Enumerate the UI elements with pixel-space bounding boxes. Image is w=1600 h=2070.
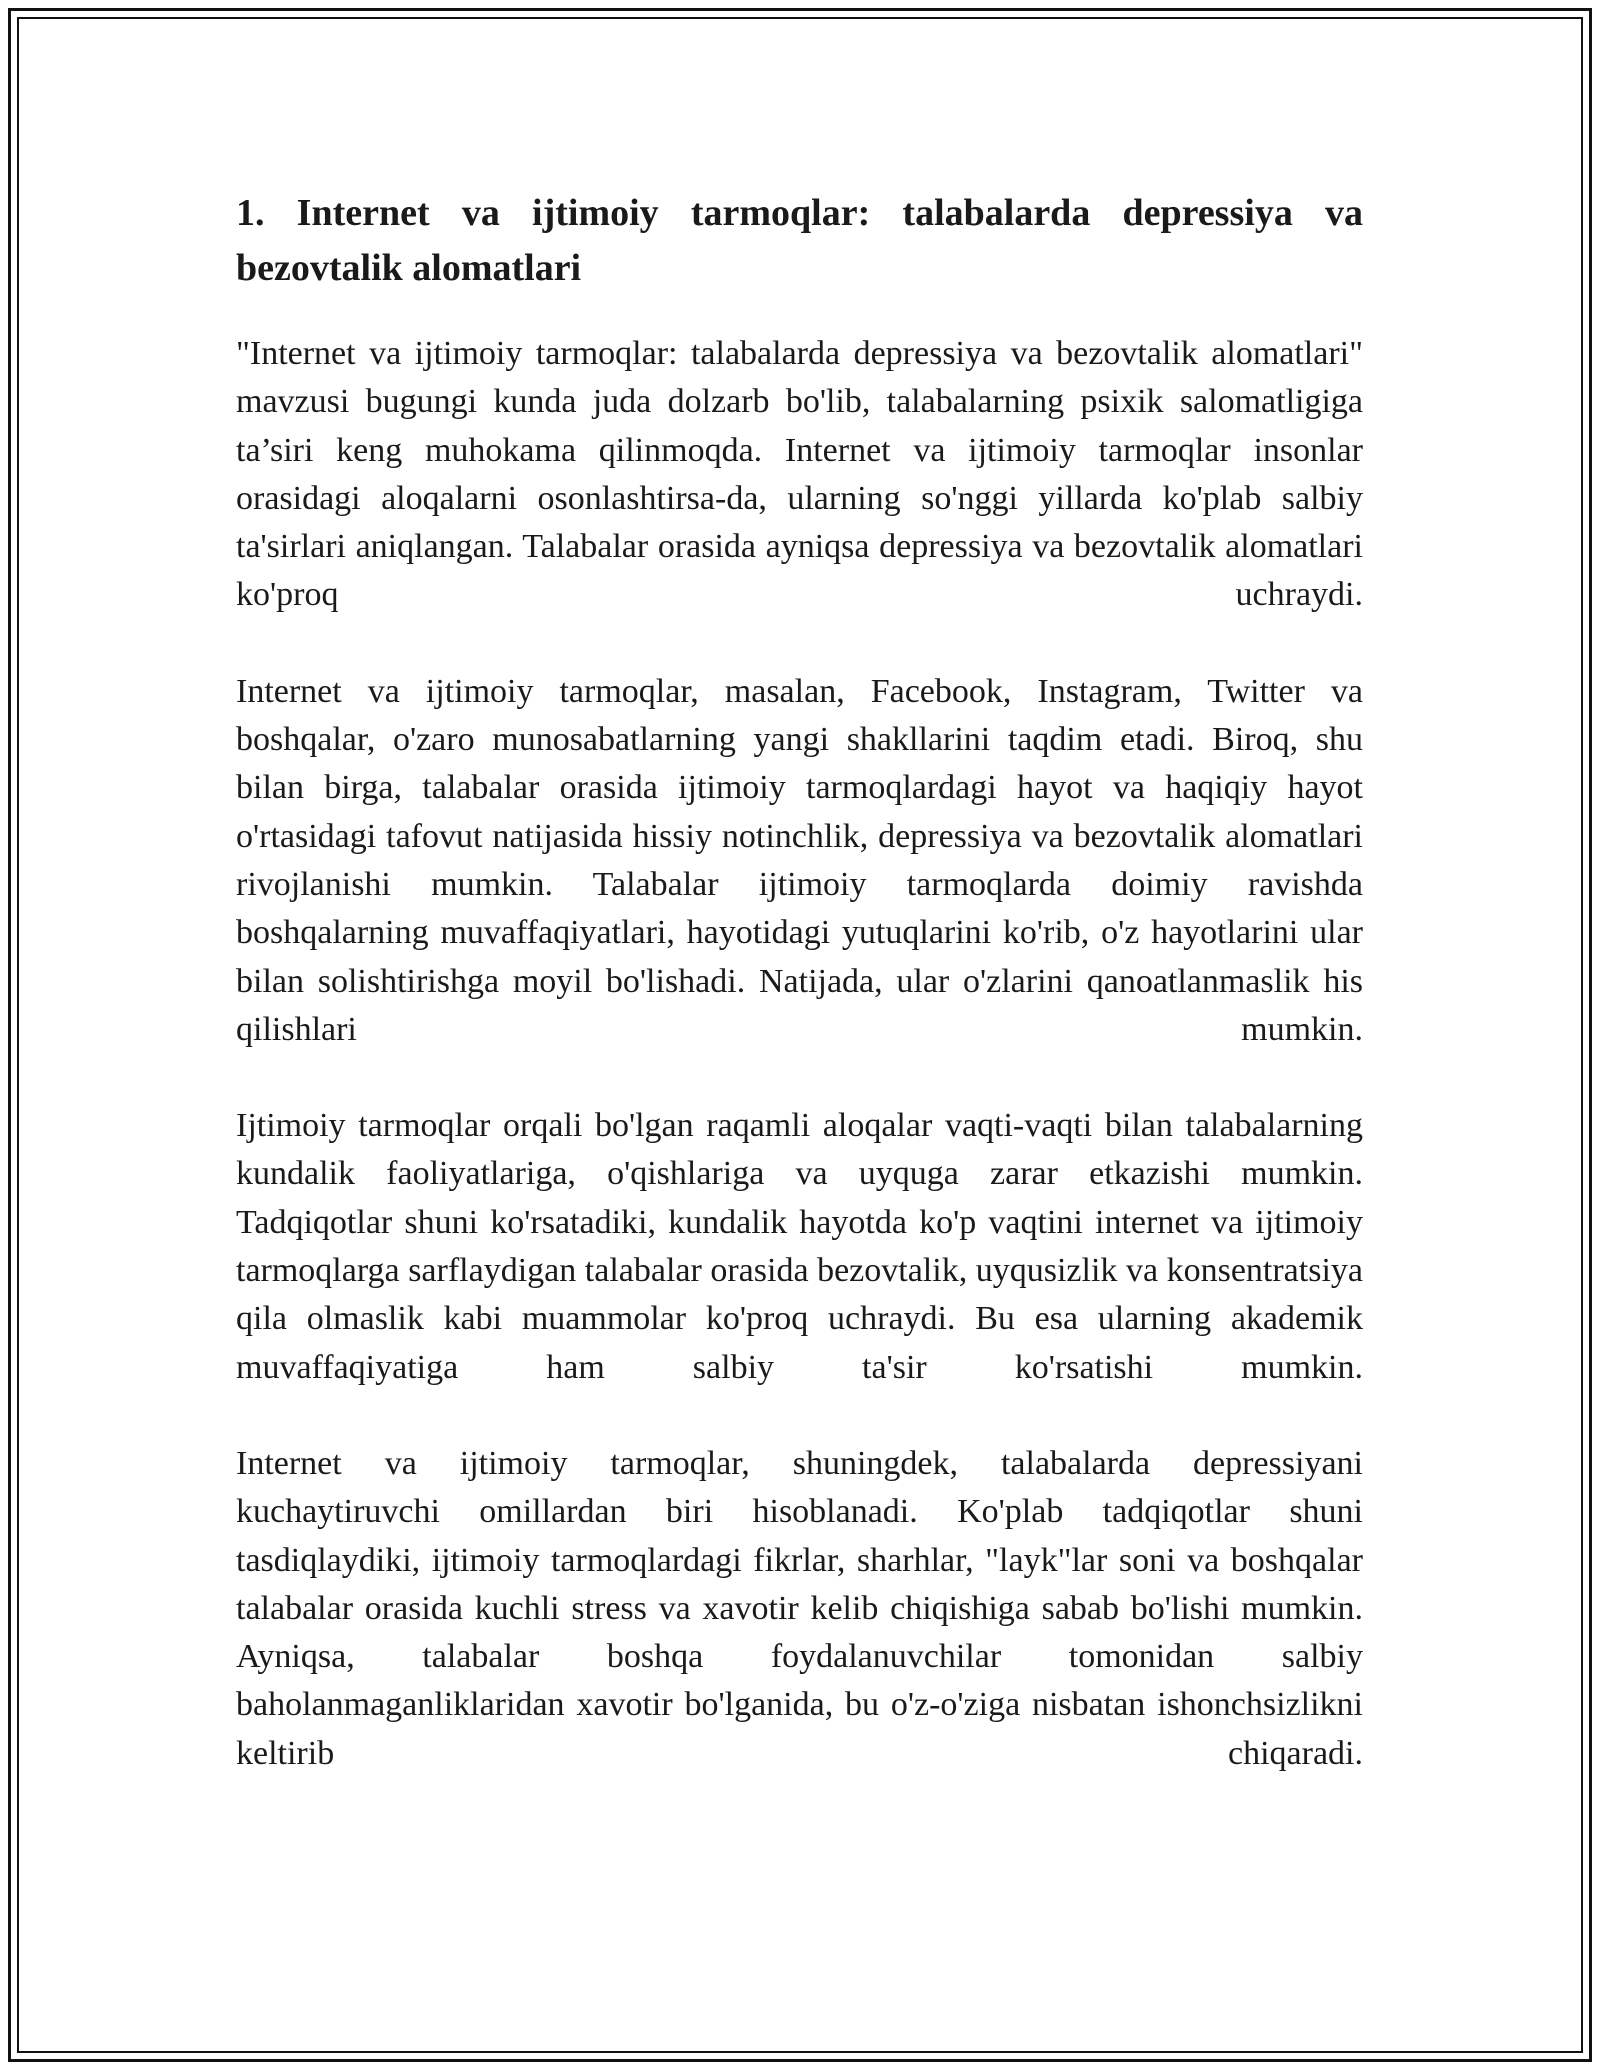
document-body	[236, 186, 1363, 1826]
paragraph-2: Internet va ijtimoiy tarmoqlar, masalan, Facebook, Instagram, Twitter va boshqalar, o'zaro munosabatlarning yangi shakllarini taqdim etadi. Biroq, shu bilan birga, talabalar orasida ijtimoiy tarmoqlardagi hayot va haqiqiy hayot o'rtasidagi tafovut natijasida hissiy notinchlik, depressiya va bezovtalik alomatlari rivojlanishi mumkin. Talabalar ijtimoiy tarmoqlarda doimiy ravishda boshqalarning muvaffaqiyatlari, hayotidagi yutuqlarini ko'rib, o'z hayotlarini ular bilan solishtirishga moyil bo'lishadi. Natijada, ular o'zlarini qanoatlanmaslik his qilishlari mumkin.	[236, 672, 1363, 1048]
paragraph-4: Internet va ijtimoiy tarmoqlar, shuningdek, talabalarda depressiyani kuchaytiruvchi omillardan biri hisoblanadi. Ko'plab tadqiqotlar shuni tasdiqlaydiki, ijtimoiy tarmoqlardagi fikrlar, sharhlar, "layk"lar soni va boshqalar talabalar orasida kuchli stress va xavotir kelib chiqishiga sabab bo'lishi mumkin. Ayniqsa, talabalar boshqa foydalanuvchilar tomonidan salbiy baholanmaganliklaridan xavotir bo'lganida, bu o'z-o'ziga nisbatan ishonchsizlikni keltirib chiqaradi.	[236, 1444, 1363, 1772]
section-heading: 1. Internet va ijtimoiy tarmoqlar: talabalarda depressiya va bezovtalik alomatlari	[236, 192, 1363, 289]
paragraph-3: Ijtimoiy tarmoqlar orqali bo'lgan raqamli aloqalar vaqti-vaqti bilan talabalarning kundalik faoliyatlariga, o'qishlariga va uyquga zarar etkazishi mumkin. Tadqiqotlar shuni ko'rsatadiki, kundalik hayotda ko'p vaqtini internet va ijtimoiy tarmoqlarga sarflaydigan talabalar orasida bezovtalik, uyqusizlik va konsentratsiya qila olmaslik kabi muammolar ko'proq uchraydi. Bu esa ularning akademik muvaffaqiyatiga ham salbiy ta'sir ko'rsatishi mumkin.	[236, 1107, 1363, 1386]
paragraph-1: "Internet va ijtimoiy tarmoqlar: talabalarda depressiya va bezovtalik alomatlari" mavzusi bugungi kunda juda dolzarb bo'lib, talabalarning psixik salomatligiga ta’siri keng muhokama qilinmoqda. Internet va ijtimoiy tarmoqlar insonlar orasidagi aloqalarni osonlashtirsa-da, ularning so'nggi yillarda ko'plab salbiy ta'sirlari aniqlangan. Talabalar orasida ayniqsa depressiya va bezovtalik alomatlari ko'proq uchraydi.	[236, 335, 1363, 614]
